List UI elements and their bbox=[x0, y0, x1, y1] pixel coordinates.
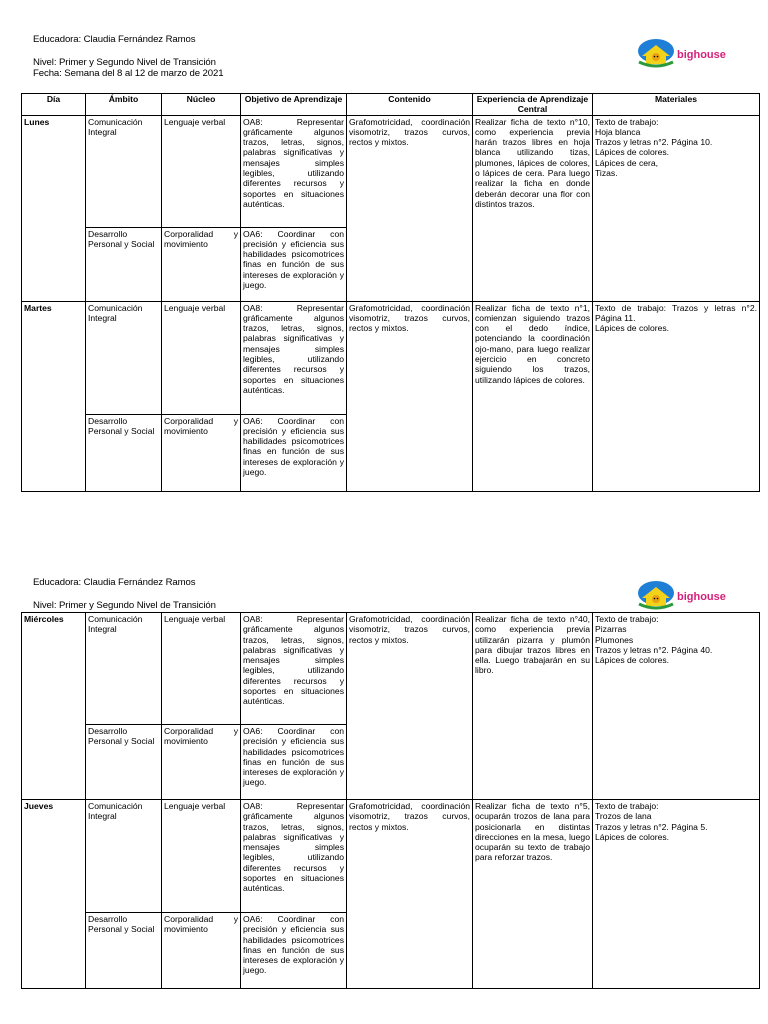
material-item: Texto de trabajo: Trazos y letras n°2. Página 11. bbox=[595, 302, 757, 323]
svg-text:bighouse: bighouse bbox=[677, 591, 726, 603]
material-item: Tizas. bbox=[595, 168, 618, 179]
objetivo-cell: OA8: Representar gráficamente algunos trazos, letras, signos, palabras significativas y mensajes simples legibles, utilizando diferentes recursos y soportes en situaciones auténticas. bbox=[241, 301, 347, 414]
materiales-cell bbox=[593, 115, 760, 301]
material-item: Lápices de colores. bbox=[595, 323, 670, 334]
nucleo-cell: Lenguaje verbal bbox=[162, 613, 241, 725]
contenido-cell: Grafomotricidad, coordinación visomotriz, trazos curvos, rectos y mixtos. bbox=[347, 613, 473, 800]
nucleo-cell: Lenguaje verbal bbox=[162, 800, 241, 913]
materiales-cell bbox=[593, 800, 760, 989]
day-cell: Miércoles bbox=[22, 613, 86, 800]
material-item: Trazos y letras n°2. Página 5. bbox=[595, 821, 708, 832]
table-row bbox=[22, 800, 760, 913]
level-line: Nivel: Primer y Segundo Nivel de Transición bbox=[33, 600, 216, 611]
col-contenido: Contenido bbox=[347, 94, 473, 116]
materiales-cell bbox=[593, 613, 760, 800]
experiencia-cell: Realizar ficha de texto n°10, como experiencia previa harán trazos libres en hoja blanca utilizando tizas, plumones, lápices de colores, o lápices de cera. Para luego realizar la ficha en donde deberán decorar una flor con distintos trazos. bbox=[473, 115, 593, 301]
ambito-cell: Desarrollo Personal y Social bbox=[86, 227, 162, 301]
day-cell: Lunes bbox=[22, 115, 86, 301]
table-header-row bbox=[22, 94, 760, 116]
ambito-cell: Comunicación Integral bbox=[86, 301, 162, 414]
col-dia: Día bbox=[22, 94, 86, 116]
nucleo-cell: Corporalidad y movimiento bbox=[162, 725, 241, 800]
ambito-cell: Comunicación Integral bbox=[86, 115, 162, 227]
material-item: Lápices de cera, bbox=[595, 157, 659, 168]
day-cell: Jueves bbox=[22, 800, 86, 989]
col-ambito: Ámbito bbox=[86, 94, 162, 116]
table-row bbox=[22, 115, 760, 227]
ambito-cell: Desarrollo Personal y Social bbox=[86, 913, 162, 989]
contenido-cell: Grafomotricidad, coordinación visomotriz, trazos curvos, rectos y mixtos. bbox=[347, 800, 473, 989]
ambito-cell: Comunicación Integral bbox=[86, 613, 162, 725]
bighouse-logo bbox=[636, 36, 736, 70]
experiencia-cell: Realizar ficha de texto n°5, ocuparán trozos de lana para posicionarla en distintas direcciones en la mesa, luego ocuparán su texto de trabajo para reforzar trazos. bbox=[473, 800, 593, 989]
day-cell: Martes bbox=[22, 301, 86, 491]
material-item: Lápices de colores. bbox=[595, 147, 670, 158]
objetivo-cell: OA6: Coordinar con precisión y eficiencia sus habilidades psicomotrices finas en función de sus intereses de exploración y juego. bbox=[241, 913, 347, 989]
objetivo-cell: OA6: Coordinar con precisión y eficiencia sus habilidades psicomotrices finas en función de sus intereses de exploración y juego. bbox=[241, 414, 347, 491]
nucleo-cell: Corporalidad y movimiento bbox=[162, 414, 241, 491]
objetivo-cell: OA6: Coordinar con precisión y eficiencia sus habilidades psicomotrices finas en función de sus intereses de exploración y juego. bbox=[241, 227, 347, 301]
material-item: Lápices de colores. bbox=[595, 831, 670, 842]
material-item: Trazos y letras n°2. Página 10. bbox=[595, 137, 713, 148]
level-line: Nivel: Primer y Segundo Nivel de Transición bbox=[33, 57, 216, 68]
material-item: Texto de trabajo: bbox=[595, 116, 659, 127]
materiales-cell bbox=[593, 301, 760, 491]
nucleo-cell: Corporalidad y movimiento bbox=[162, 227, 241, 301]
experiencia-cell: Realizar ficha de texto n°40, como experiencia previa utilizarán pizarra y plumón para dibujar trazos libres en ella. Luego trabajarán en su libro. bbox=[473, 613, 593, 800]
material-item: Pizarras bbox=[595, 624, 627, 635]
ambito-cell: Comunicación Integral bbox=[86, 800, 162, 913]
educator-line: Educadora: Claudia Fernández Ramos bbox=[33, 577, 196, 588]
material-item: Plumones bbox=[595, 634, 634, 645]
material-item: Hoja blanca bbox=[595, 126, 641, 137]
objetivo-cell: OA6: Coordinar con precisión y eficiencia sus habilidades psicomotrices finas en función de sus intereses de exploración y juego. bbox=[241, 725, 347, 800]
educator-line: Educadora: Claudia Fernández Ramos bbox=[33, 34, 196, 45]
material-item: Texto de trabajo: bbox=[595, 614, 659, 624]
nucleo-cell: Lenguaje verbal bbox=[162, 115, 241, 227]
contenido-cell: Grafomotricidad, coordinación visomotriz, trazos curvos, rectos y mixtos. bbox=[347, 115, 473, 301]
experiencia-cell: Realizar ficha de texto n°1, comienzan siguiendo trazos con el dedo índice, potenciando la coordinación ojo-mano, para luego realizar ejercicio en concreto siguiendo los trazos, utilizando lápices de colores. bbox=[473, 301, 593, 491]
date-line: Fecha: Semana del 8 al 12 de marzo de 2021 bbox=[33, 68, 224, 79]
objetivo-cell: OA8: Representar gráficamente algunos trazos, letras, signos, palabras significativas y mensajes simples legibles, utilizando diferentes recursos y soportes en situaciones auténticas. bbox=[241, 115, 347, 227]
ambito-cell: Desarrollo Personal y Social bbox=[86, 725, 162, 800]
col-experiencia: Experiencia de Aprendizaje Central bbox=[473, 94, 593, 116]
objetivo-cell: OA8: Representar gráficamente algunos trazos, letras, signos, palabras significativas y mensajes simples legibles, utilizando diferentes recursos y soportes en situaciones auténticas. bbox=[241, 613, 347, 725]
material-item: Trozos de lana bbox=[595, 811, 652, 822]
weekly-plan-table-1 bbox=[21, 93, 760, 492]
material-item: Texto de trabajo: bbox=[595, 801, 659, 811]
col-materiales: Materiales bbox=[593, 94, 760, 116]
nucleo-cell: Lenguaje verbal bbox=[162, 301, 241, 414]
col-objetivo: Objetivo de Aprendizaje bbox=[241, 94, 347, 116]
weekly-plan-table-2 bbox=[21, 612, 760, 989]
material-item: Lápices de colores. bbox=[595, 655, 670, 666]
col-nucleo: Núcleo bbox=[162, 94, 241, 116]
svg-text:bighouse: bighouse bbox=[677, 49, 726, 61]
bighouse-logo bbox=[636, 578, 736, 612]
ambito-cell: Desarrollo Personal y Social bbox=[86, 414, 162, 491]
table-row bbox=[22, 301, 760, 414]
table-row bbox=[22, 613, 760, 725]
material-item: Trazos y letras n°2. Página 40. bbox=[595, 644, 713, 655]
contenido-cell: Grafomotricidad, coordinación visomotriz, trazos curvos, rectos y mixtos. bbox=[347, 301, 473, 491]
nucleo-cell: Corporalidad y movimiento bbox=[162, 913, 241, 989]
objetivo-cell: OA8: Representar gráficamente algunos trazos, letras, signos, palabras significativas y mensajes simples legibles, utilizando diferentes recursos y soportes en situaciones auténticas. bbox=[241, 800, 347, 913]
